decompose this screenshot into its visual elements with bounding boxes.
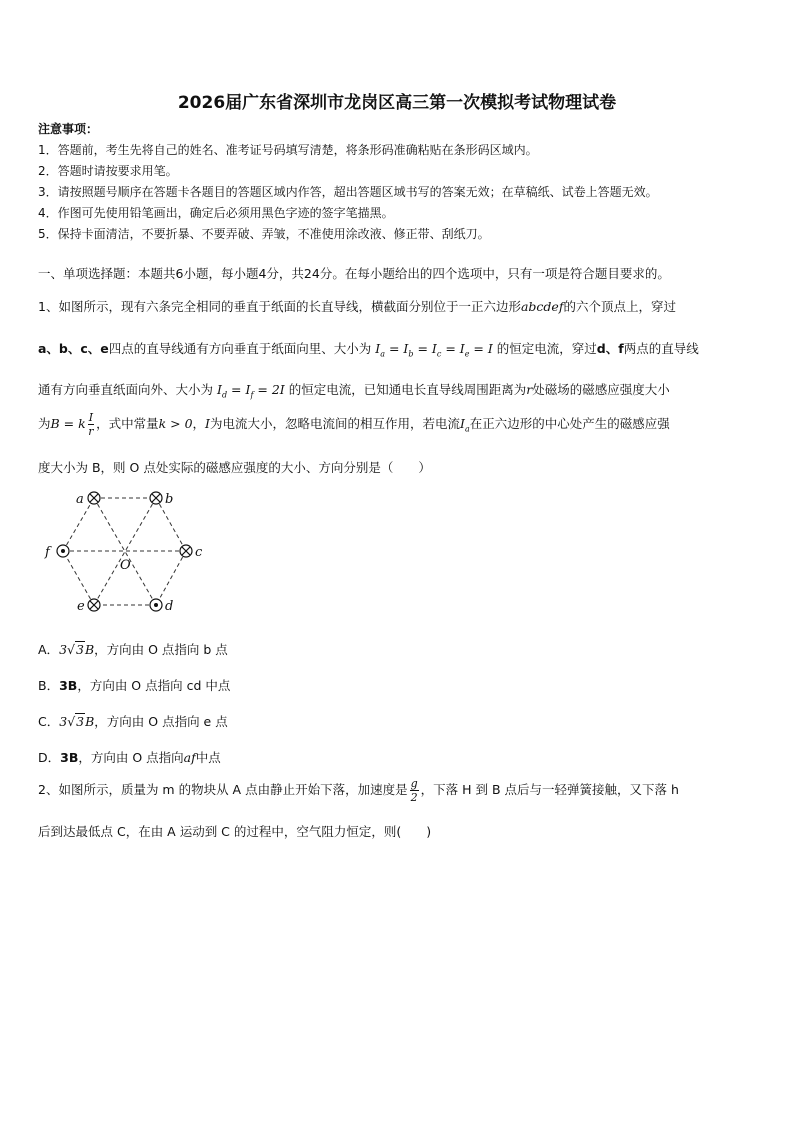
notice-item-4: 4．作图可先使用铅笔画出，确定后必须用黑色字迹的签字笔描黑。 [38,206,394,220]
wire-d-out-of-page [150,599,162,611]
label-b: b [165,492,174,507]
q1-line-1: 1、如图所示，现有六条完全相同的垂直于纸面的长直导线，横截面分别位于一正六边形abcdef的六个顶点上，穿过 [38,299,676,314]
page-title: 2026届广东省深圳市龙岗区高三第一次模拟考试物理试卷 [177,93,617,113]
label-a: a [76,492,84,507]
label-d: d [165,599,174,614]
q1-line-5: 度大小为 B，则 O 点处实际的磁感应强度的大小、方向分别是（ ） [38,460,431,475]
option-a[interactable]: A．3√3B，方向由 O 点指向 b 点 [38,642,228,657]
notice-item-5: 5．保持卡面清洁，不要折暴、不要弄破、弄皱，不准使用涂改液、修正带、刮纸刀。 [38,227,490,241]
notice-heading: 注意事项： [38,122,99,136]
option-b[interactable]: B．3B，方向由 O 点指向 cd 中点 [38,678,231,693]
wire-f-out-of-page [57,545,69,557]
option-c[interactable]: C．3√3B，方向由 O 点指向 e 点 [38,714,228,729]
q1-line-3: 通有方向垂直纸面向外、大小为 $I_d = I_f = 2I$ 的恒定电流，已知通电长直导线周围距离为r处磁场的磁感应强度大小 [38,382,670,400]
wire-b-into-page [150,492,162,504]
label-O: O [120,558,131,573]
wire-e-into-page [88,599,100,611]
q2-line-1: 2、如图所示，质量为 m 的物块从 A 点由静止开始下落，加速度是 $\frac{g}{2}$ ，下落 H 到 B 点后与一轻弹簧接触，又下落 h [38,777,679,804]
notice-item-3: 3．请按照题号顺序在答题卡各题目的答题区域内作答，超出答题区域书写的答案无效；在草稿纸、试卷上答题无效。 [38,185,658,199]
fraction-I-over-r: $\frac{I}{r}$ [88,411,94,438]
q1-line-2: a、b、c、e四点的直导线通有方向垂直于纸面向里、大小为 $I_a = I_b = I_c = I_e = I$ 的恒定电流，穿过d、f两点的直导线 [38,341,699,359]
hexagon-wire-diagram [40,485,210,615]
section-heading: 一、单项选择题：本题共6小题，每小题4分，共24分。在每小题给出的四个选项中，只有一项是符合题目要求的。 [38,266,670,281]
label-c: c [195,545,203,560]
fraction-g-over-2: $\frac{g}{2}$ [410,777,418,804]
q1-line-4: 为B = k $\frac{I}{r}$ ，式中常量k > 0，I为电流大小，忽略电流间的相互作用，若电流$I_a$在正六边形的中心处产生的磁感应强 [38,411,670,438]
wire-c-into-page [180,545,192,557]
q2-line-2: 后到达最低点 C，在由 A 运动到 C 的过程中，空气阻力恒定，则( ) [38,824,432,839]
option-d[interactable]: D．3B，方向由 O 点指向af中点 [38,750,221,765]
wire-a-into-page [88,492,100,504]
notice-item-1: 1．答题前，考生先将自己的姓名、准考证号码填写清楚，将条形码准确粘贴在条形码区域内。 [38,143,538,157]
label-e: e [77,599,85,614]
label-f: f [45,545,50,560]
notice-item-2: 2．答题时请按要求用笔。 [38,164,178,178]
